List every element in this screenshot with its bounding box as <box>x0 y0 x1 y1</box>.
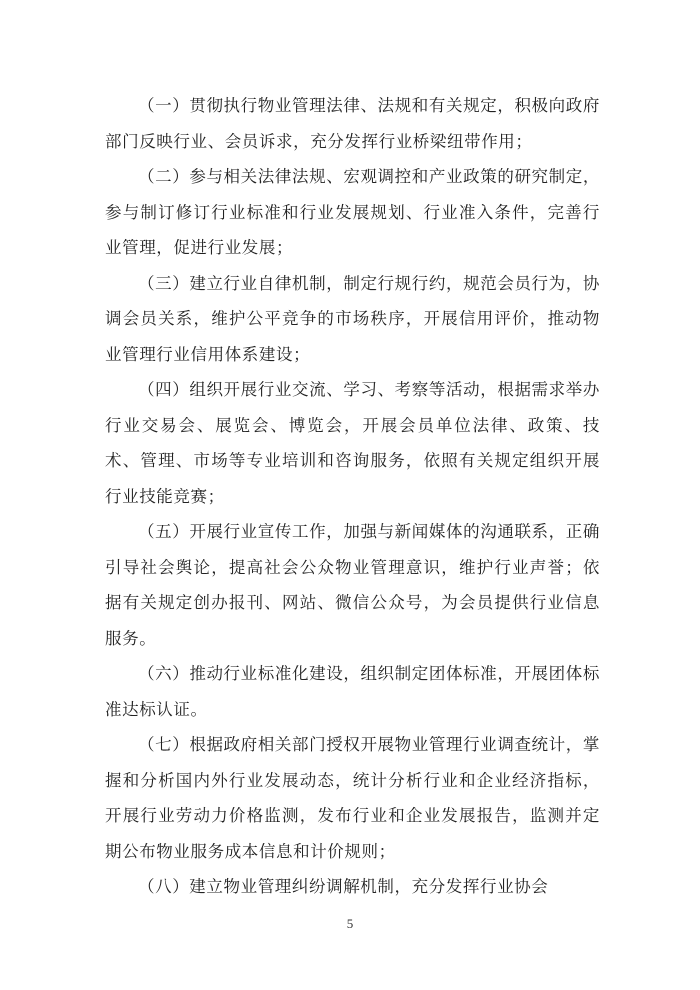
paragraph-3: （三）建立行业自律机制，制定行规行约，规范会员行为，协调会员关系，维护公平竞争的市场秩序，开展信用评价，推动物业管理行业信用体系建设； <box>105 273 600 364</box>
paragraph-2: （二）参与相关法律法规、宏观调控和产业政策的研究制定，参与制订修订行业标准和行业发展规划、行业准入条件，完善行业管理，促进行业发展； <box>105 167 600 257</box>
paragraph-4: （四）组织开展行业交流、学习、考察等活动，根据需求举办行业交易会、展览会、博览会，开展会员单位法律、政策、技术、管理、市场等专业培训和咨询服务，依照有关规定组织开展行业技能竞赛； <box>105 380 600 506</box>
paragraph-7: （七）根据政府相关部门授权开展物业管理行业调查统计，掌握和分析国内外行业发展动态，统计分析行业和企业经济指标，开展行业劳动力价格监测，发布行业和企业发展报告，监测并定期公布物业服务成本信息和计价规则； <box>105 735 600 861</box>
paragraph-1: （一）贯彻执行物业管理法律、法规和有关规定，积极向政府部门反映行业、会员诉求，充分发挥行业桥梁纽带作用； <box>105 96 600 151</box>
page-number: 5 <box>346 916 354 931</box>
paragraph-6: （六）推动行业标准化建设，组织制定团体标准，开展团体标准达标认证。 <box>105 664 600 719</box>
document-body <box>105 88 600 905</box>
paragraph-8: （八）建立物业管理纠纷调解机制，充分发挥行业协会 <box>138 877 549 896</box>
paragraph-5: （五）开展行业宣传工作，加强与新闻媒体的沟通联系，正确引导社会舆论，提高社会公众物业管理意识，维护行业声誉；依据有关规定创办报刊、网站、微信公众号，为会员提供行业信息服务。 <box>105 522 600 648</box>
